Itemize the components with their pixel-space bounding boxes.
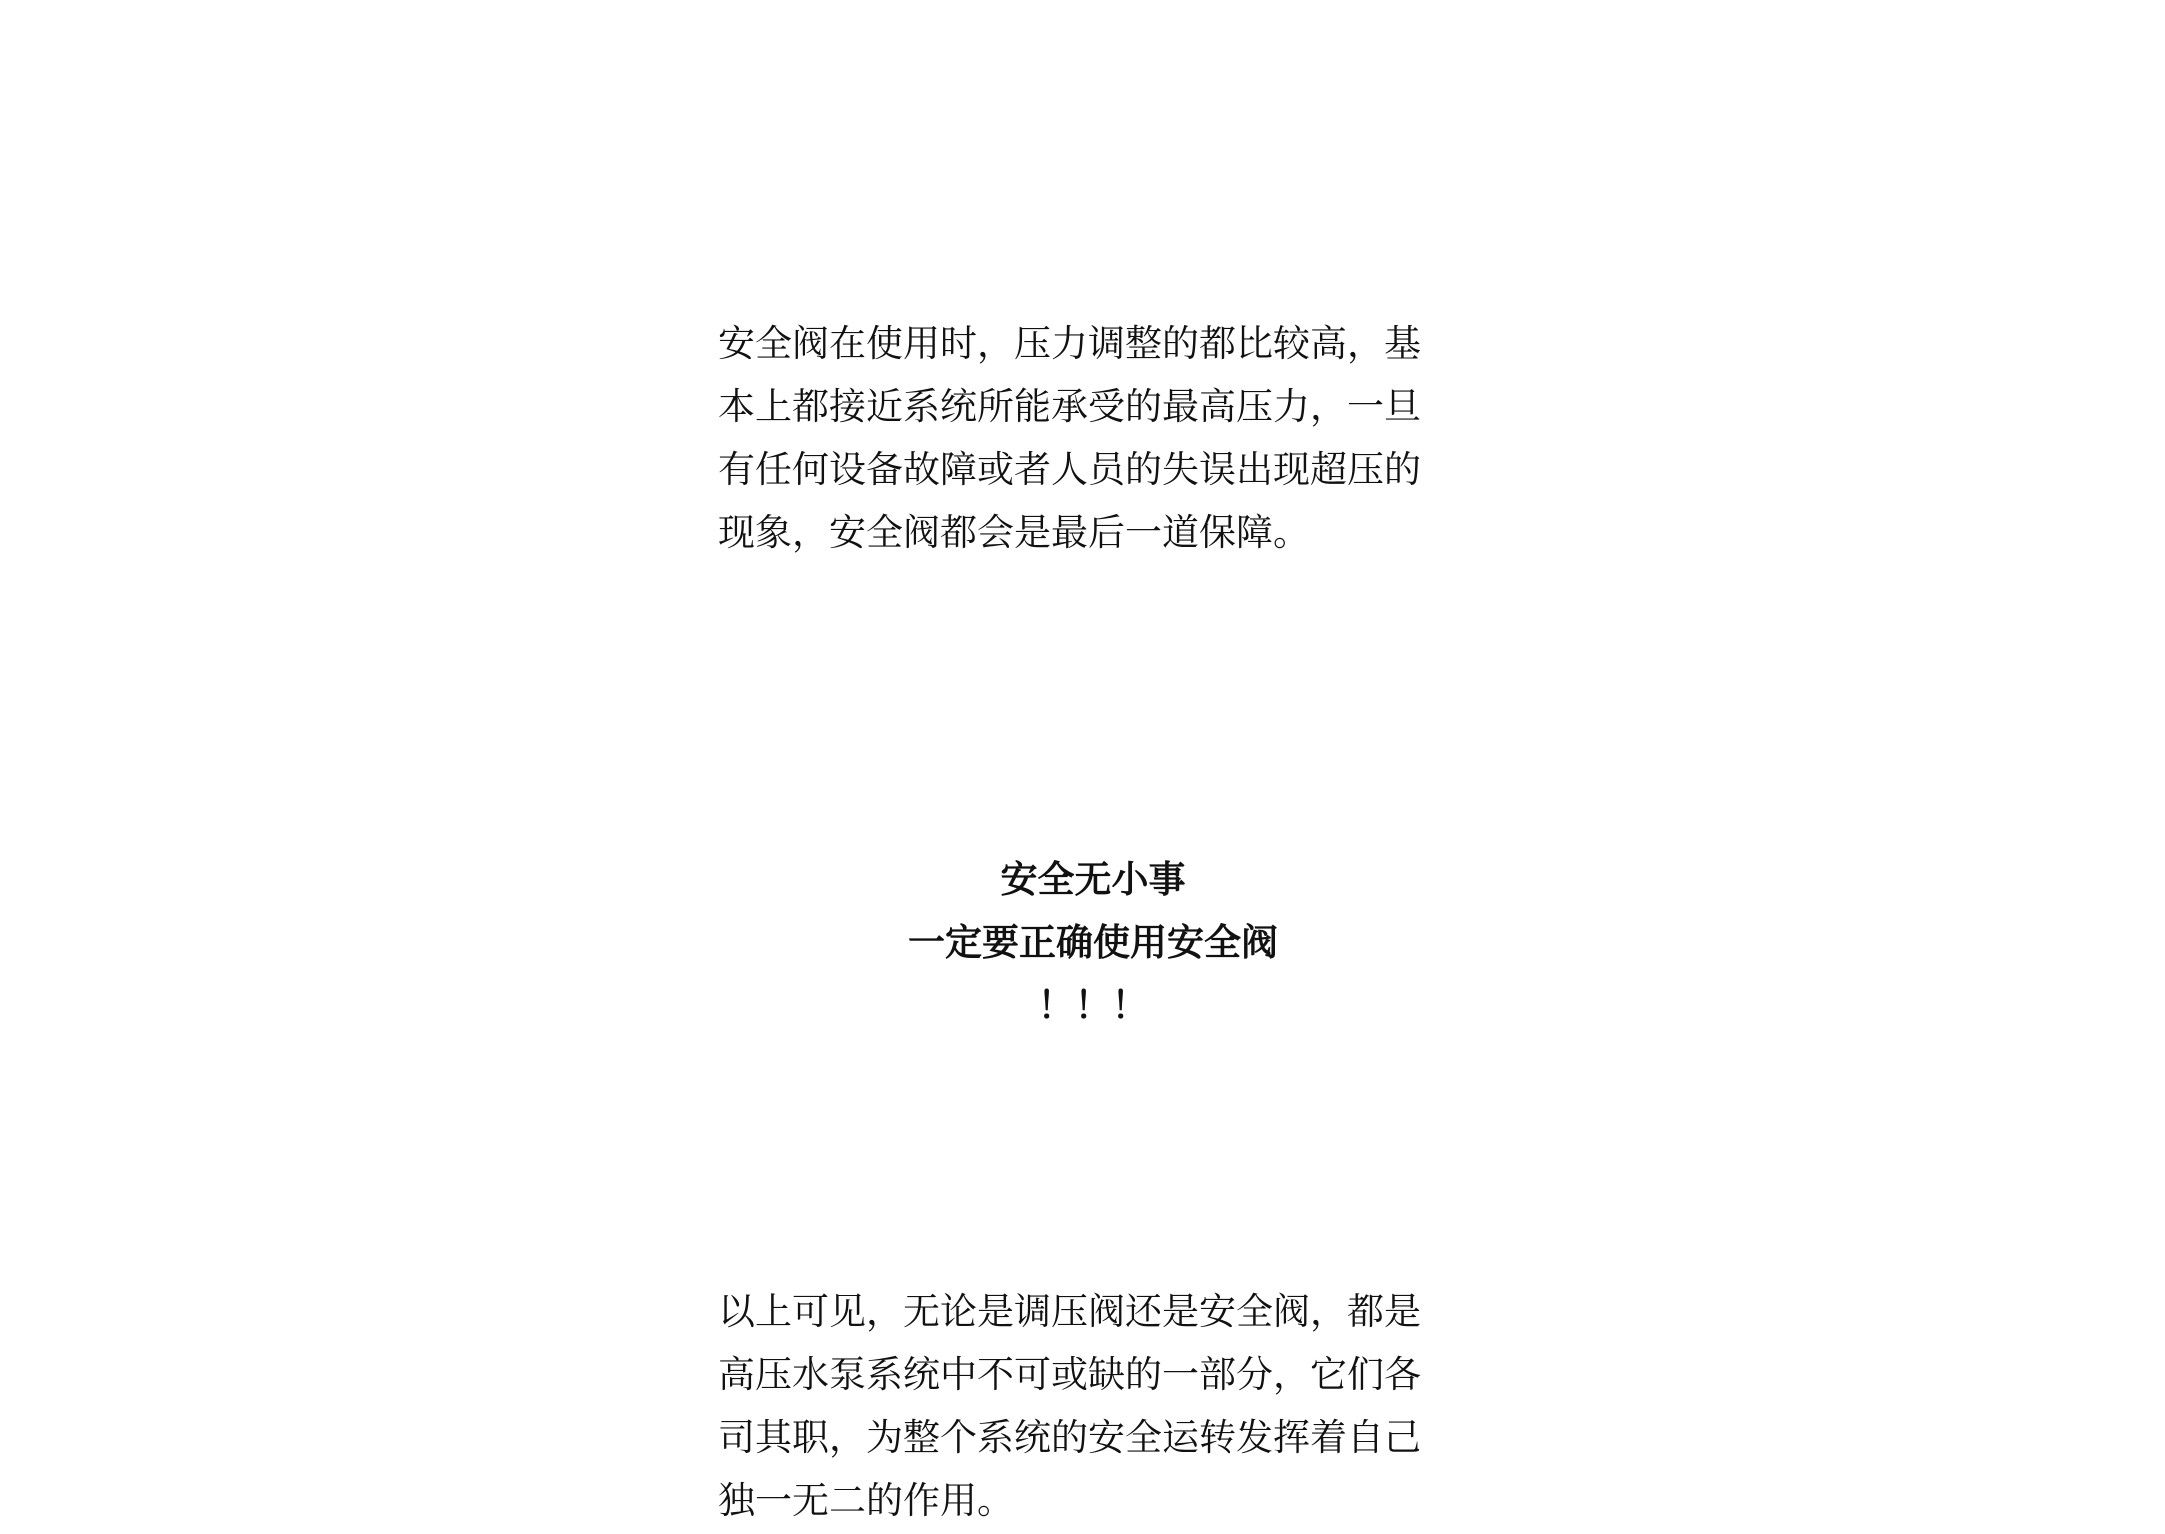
paragraph-line: 有任何设备故障或者人员的失误出现超压的: [718, 448, 1421, 491]
paragraph-line: 现象，安全阀都会是最后一道保障。: [718, 511, 1310, 554]
safety-slogan: [718, 848, 1468, 1037]
paragraph-line: 独一无二的作用。: [718, 1479, 1014, 1522]
paragraph-line: 安全阀在使用时，压力调整的都比较高，基: [718, 322, 1421, 365]
slogan-line: 一定要正确使用安全阀: [908, 921, 1278, 964]
paragraph-line: 以上可见，无论是调压阀还是安全阀，都是: [718, 1290, 1421, 1333]
paragraph-line: 高压水泵系统中不可或缺的一部分，它们各: [718, 1353, 1421, 1396]
conclusion-paragraph: [718, 1280, 1468, 1532]
paragraph-line: 司其职，为整个系统的安全运转发挥着自己: [718, 1416, 1421, 1459]
paragraph-line: 本上都接近系统所能承受的最高压力，一旦: [718, 385, 1421, 428]
slogan-line: ！！！: [1037, 984, 1149, 1027]
slogan-line: 安全无小事: [1000, 858, 1186, 901]
intro-paragraph: [718, 312, 1468, 564]
